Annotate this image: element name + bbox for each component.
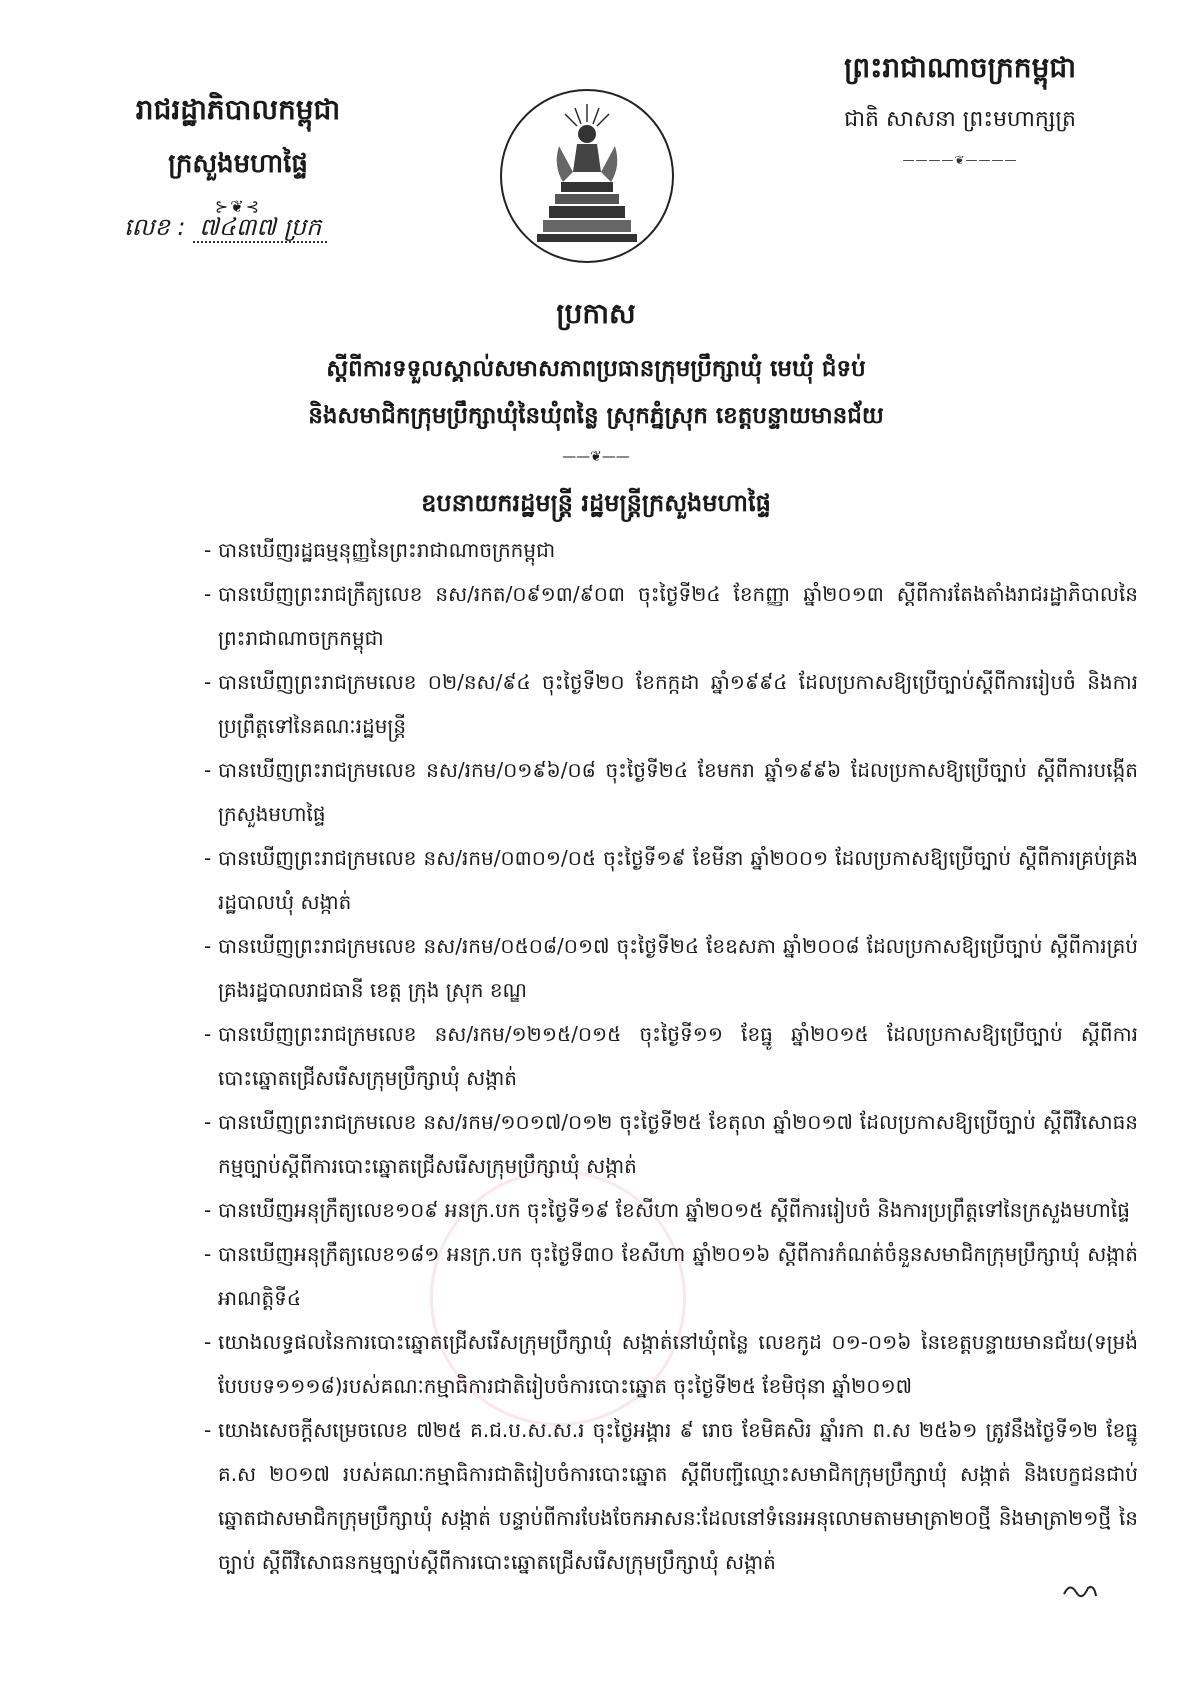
list-item-text: បានឃើញព្រះរាជក្រមលេខ នស/រកម/១២១៥/០១៥ ចុះថ្ងៃទី១១ ខែធ្នូ ឆ្នាំ២០១៥ ដែលប្រកាសឱ្យប្រើច្បាប់ ស្តីពីការបោះឆ្នោតជ្រើសរើសក្រុមប្រឹក្សាឃុំ សង្កាត់	[218, 1022, 1138, 1090]
list-item-text: បានឃើញព្រះរាជក្រឹត្យលេខ នស/រកត/០៩១៣/៩០៣ ចុះថ្ងៃទី២៤ ខែកញ្ញា ឆ្នាំ២០១៣ ស្តីពីការតែងតាំងរាជរដ្ឋាភិបាលនៃព្រះរាជាណាចក្រកម្ពុជា	[218, 582, 1138, 650]
ministry-name: ក្រសួងមហាផ្ទៃ	[168, 149, 308, 179]
list-item-text: បានឃើញព្រះរាជក្រមលេខ នស/រកម/០១៩៦/០៨ ចុះថ្ងៃទី២៤ ខែមករា ឆ្នាំ១៩៩៦ ដែលប្រកាសឱ្យប្រើច្បាប់ ស្តីពីការបង្កើតក្រសួងមហាផ្ទៃ	[218, 758, 1138, 826]
list-item-text: បានឃើញអនុក្រឹត្យលេខ១០៩ អនក្រ.បក ចុះថ្ងៃទី១៩ ខែសីហា ឆ្នាំ២០១៥ ស្តីពីការរៀបចំ និងការប្រព្រឹត្តទៅនៃក្រសួងមហាផ្ទៃ	[218, 1198, 1130, 1222]
list-item: - បានឃើញអនុក្រឹត្យលេខ១០៩ អនក្រ.បក ចុះថ្ងៃទី១៩ ខែសីហា ឆ្នាំ២០១៥ ស្តីពីការរៀបចំ និងការប្រព្រឹត្តទៅនៃក្រសួងមហាផ្ទៃ	[218, 1188, 1138, 1232]
preamble-list	[204, 528, 1138, 1584]
ministry-header	[88, 92, 388, 216]
signer-title: ឧបនាយករដ្ឋមន្ត្រី រដ្ឋមន្ត្រីក្រសួងមហាផ្ទៃ	[421, 489, 771, 517]
list-item: - បានឃើញព្រះរាជក្រមលេខ នស/រកម/០៣០១/០៥ ចុះថ្ងៃទី១៩ ខែមីនា ឆ្នាំ២០០១ ដែលប្រកាសឱ្យប្រើច្បាប់ ស្តីពីការគ្រប់គ្រងរដ្ឋបាលឃុំ សង្កាត់	[218, 836, 1138, 924]
ornament-left: ⊱❦⊰	[214, 197, 262, 216]
list-item-text: បានឃើញអនុក្រឹត្យលេខ១៨១ អនក្រ.បក ចុះថ្ងៃទី៣០ ខែសីហា ឆ្នាំ២០១៦ ស្តីពីការកំណត់ចំនួនសមាជិកក្រុមប្រឹក្សាឃុំ សង្កាត់អាណត្តិទី៤	[218, 1242, 1138, 1310]
initials-mark-icon	[1060, 1578, 1100, 1602]
title-line-2: និងសមាជិកក្រុមប្រឹក្សាឃុំនៃឃុំពន្លៃ ស្រុកភ្នំស្រុក ខេត្តបន្ទាយមានជ័យ	[308, 403, 884, 429]
list-item: - បានឃើញព្រះរាជក្រមលេខ ០២/នស/៩៤ ចុះថ្ងៃទី២០ ខែកក្កដា ឆ្នាំ១៩៩៤ ដែលប្រកាសឱ្យប្រើច្បាប់ស្តីពីការរៀបចំ និងការប្រព្រឹត្តទៅនៃគណៈរដ្ឋមន្ត្រី	[218, 660, 1138, 748]
kingdom-name: ព្រះរាជាណាចក្រកម្ពុជា	[843, 51, 1076, 84]
list-item-text: បានឃើញរដ្ឋធម្មនុញ្ញនៃព្រះរាជាណាចក្រកម្ពុជា	[218, 538, 556, 562]
list-item-text: បានឃើញព្រះរាជក្រមលេខ ០២/នស/៩៤ ចុះថ្ងៃទី២០ ខែកក្កដា ឆ្នាំ១៩៩៤ ដែលប្រកាសឱ្យប្រើច្បាប់ស្តីពីការរៀបចំ និងការប្រព្រឹត្តទៅនៃគណៈរដ្ឋមន្ត្រី	[218, 670, 1138, 738]
list-item: - បានឃើញរដ្ឋធម្មនុញ្ញនៃព្រះរាជាណាចក្រកម្ពុជា	[218, 528, 1138, 572]
list-item: - បានឃើញព្រះរាជក្រមលេខ នស/រកម/០១៩៦/០៨ ចុះថ្ងៃទី២៤ ខែមករា ឆ្នាំ១៩៩៦ ដែលប្រកាសឱ្យប្រើច្បាប់ ស្តីពីការបង្កើតក្រសួងមហាផ្ទៃ	[218, 748, 1138, 836]
list-item: - យោងសេចក្តីសម្រេចលេខ ៧២៥ គ.ជ.ប.ស.ស.រ ចុះថ្ងៃអង្គារ ៩ រោច ខែមិគសិរ ឆ្នាំរកា ព.ស ២៥៦១ ត្រូវនឹងថ្ងៃទី១២ ខែធ្នូ គ.ស ២០១៧ របស់គណៈកម្មាធិការជាតិរៀបចំការបោះឆ្នោត ស្តីពីបញ្ជីឈ្មោះសមាជិកក្រុមប្រឹក្សាឃុំ សង្កាត់ និងបេក្ខជនជាប់ឆ្នោតជាសមាជិកក្រុមប្រឹក្សាឃុំ សង្កាត់ បន្ទាប់ពីការបែងចែកអាសនៈដែលនៅទំនេរអនុលោមតាមមាត្រា២០ថ្មី និងមាត្រា២១ថ្មី នៃច្បាប់ ស្តីពីវិសោធនកម្មច្បាប់ស្តីពីការបោះឆ្នោតជ្រើសរើសក្រុមប្រឹក្សាឃុំ សង្កាត់	[218, 1408, 1138, 1584]
document-title	[0, 296, 1192, 465]
list-item-text: យោងសេចក្តីសម្រេចលេខ ៧២៥ គ.ជ.ប.ស.ស.រ ចុះថ្ងៃអង្គារ ៩ រោច ខែមិគសិរ ឆ្នាំរកា ព.ស ២៥៦១ ត្រូវនឹងថ្ងៃទី១២ ខែធ្នូ គ.ស ២០១៧ របស់គណៈកម្មាធិការជាតិរៀបចំការបោះឆ្នោត ស្តីពីបញ្ជីឈ្មោះសមាជិកក្រុមប្រឹក្សាឃុំ សង្កាត់ និងបេក្ខជនជាប់ឆ្នោតជាសមាជិកក្រុមប្រឹក្សាឃុំ សង្កាត់ បន្ទាប់ពីការបែងចែកអាសនៈដែលនៅទំនេរអនុលោមតាមមាត្រា២០ថ្មី និងមាត្រា២១ថ្មី នៃច្បាប់ ស្តីពីវិសោធនកម្មច្បាប់ស្តីពីការបោះឆ្នោតជ្រើសរើសក្រុមប្រឹក្សាឃុំ សង្កាត់	[218, 1418, 1138, 1574]
reference-label: លេខ :	[124, 213, 186, 241]
government-name: រាជរដ្ឋាភិបាលកម្ពុជា	[135, 93, 341, 126]
list-item: - បានឃើញព្រះរាជក្រមលេខ នស/រកម/០៥០៨/០១៧ ចុះថ្ងៃទី២៤ ខែឧសភា ឆ្នាំ២០០៨ ដែលប្រកាសឱ្យប្រើច្បាប់ ស្តីពីការគ្រប់គ្រងរដ្ឋបាលរាជធានី ខេត្ត ក្រុង ស្រុក ខណ្ឌ	[218, 924, 1138, 1012]
title-ornament: ——❦——	[562, 449, 630, 465]
royal-emblem-icon	[497, 86, 677, 266]
title-heading: ប្រកាស	[556, 297, 636, 330]
reference-number	[124, 212, 327, 247]
list-item-text: យោងលទ្ធផលនៃការបោះឆ្នោតជ្រើសរើសក្រុមប្រឹក្សាឃុំ សង្កាត់នៅឃុំពន្លៃ លេខកូដ ០១-០១៦ នៃខេត្តបន្ទាយមានជ័យ(ទម្រង់បែបបទ១១១៨)របស់គណៈកម្មាធិការជាតិរៀបចំការបោះឆ្នោត ចុះថ្ងៃទី២៥ ខែមិថុនា ឆ្នាំ២០១៧	[218, 1330, 1138, 1398]
list-item: - បានឃើញព្រះរាជក្រឹត្យលេខ នស/រកត/០៩១៣/៩០៣ ចុះថ្ងៃទី២៤ ខែកញ្ញា ឆ្នាំ២០១៣ ស្តីពីការតែងតាំងរាជរដ្ឋាភិបាលនៃព្រះរាជាណាចក្រកម្ពុជា	[218, 572, 1138, 660]
kingdom-header	[780, 50, 1140, 167]
list-item-text: បានឃើញព្រះរាជក្រមលេខ នស/រកម/០៣០១/០៥ ចុះថ្ងៃទី១៩ ខែមីនា ឆ្នាំ២០០១ ដែលប្រកាសឱ្យប្រើច្បាប់ ស្តីពីការគ្រប់គ្រងរដ្ឋបាលឃុំ សង្កាត់	[218, 846, 1138, 914]
list-item: - បានឃើញអនុក្រឹត្យលេខ១៨១ អនក្រ.បក ចុះថ្ងៃទី៣០ ខែសីហា ឆ្នាំ២០១៦ ស្តីពីការកំណត់ចំនួនសមាជិកក្រុមប្រឹក្សាឃុំ សង្កាត់អាណត្តិទី៤	[218, 1232, 1138, 1320]
ornament-right: ————❦————	[902, 153, 1018, 167]
list-item: - យោងលទ្ធផលនៃការបោះឆ្នោតជ្រើសរើសក្រុមប្រឹក្សាឃុំ សង្កាត់នៅឃុំពន្លៃ លេខកូដ ០១-០១៦ នៃខេត្តបន្ទាយមានជ័យ(ទម្រង់បែបបទ១១១៨)របស់គណៈកម្មាធិការជាតិរៀបចំការបោះឆ្នោត ចុះថ្ងៃទី២៥ ខែមិថុនា ឆ្នាំ២០១៧	[218, 1320, 1138, 1408]
reference-value: ៧៤៣៧ ប្រក	[193, 213, 327, 243]
list-item-text: បានឃើញព្រះរាជក្រមលេខ នស/រកម/១០១៧/០១២ ចុះថ្ងៃទី២៥ ខែតុលា ឆ្នាំ២០១៧ ដែលប្រកាសឱ្យប្រើច្បាប់ ស្តីពីវិសោធនកម្មច្បាប់ស្តីពីការបោះឆ្នោតជ្រើសរើសក្រុមប្រឹក្សាឃុំ សង្កាត់	[218, 1110, 1138, 1178]
title-line-1: ស្តីពីការទទួលស្គាល់សមាសភាពប្រធានក្រុមប្រឹក្សាឃុំ មេឃុំ ជំទប់	[326, 356, 866, 382]
list-item-text: បានឃើញព្រះរាជក្រមលេខ នស/រកម/០៥០៨/០១៧ ចុះថ្ងៃទី២៤ ខែឧសភា ឆ្នាំ២០០៨ ដែលប្រកាសឱ្យប្រើច្បាប់ ស្តីពីការគ្រប់គ្រងរដ្ឋបាលរាជធានី ខេត្ត ក្រុង ស្រុក ខណ្ឌ	[218, 934, 1138, 1002]
national-motto: ជាតិ សាសនា ព្រះមហាក្សត្រ	[844, 107, 1076, 132]
list-item: - បានឃើញព្រះរាជក្រមលេខ នស/រកម/១០១៧/០១២ ចុះថ្ងៃទី២៥ ខែតុលា ឆ្នាំ២០១៧ ដែលប្រកាសឱ្យប្រើច្បាប់ ស្តីពីវិសោធនកម្មច្បាប់ស្តីពីការបោះឆ្នោតជ្រើសរើសក្រុមប្រឹក្សាឃុំ សង្កាត់	[218, 1100, 1138, 1188]
list-item: - បានឃើញព្រះរាជក្រមលេខ នស/រកម/១២១៥/០១៥ ចុះថ្ងៃទី១១ ខែធ្នូ ឆ្នាំ២០១៥ ដែលប្រកាសឱ្យប្រើច្បាប់ ស្តីពីការបោះឆ្នោតជ្រើសរើសក្រុមប្រឹក្សាឃុំ សង្កាត់	[218, 1012, 1138, 1100]
